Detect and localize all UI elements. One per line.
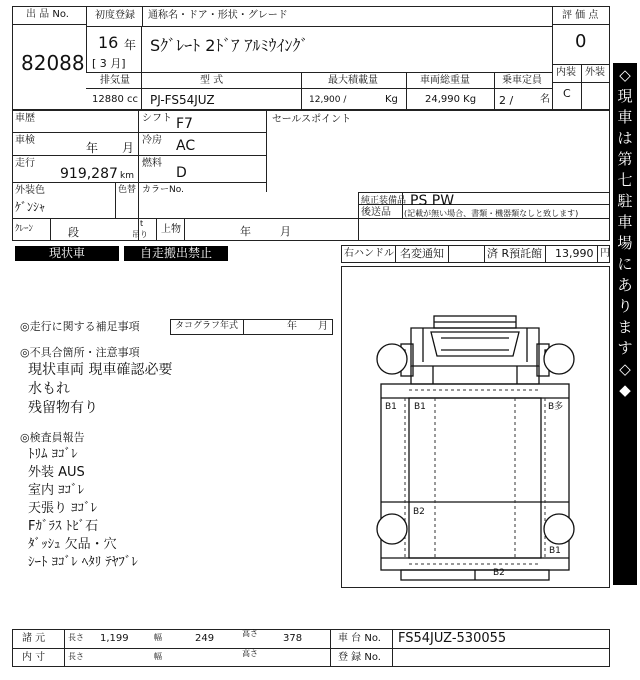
interior-label: 内装	[556, 67, 576, 78]
length-value: 1,199	[100, 633, 129, 644]
model: PJ-FS54JUZ	[150, 93, 215, 107]
shift-value: F7	[176, 116, 193, 132]
height-value: 378	[283, 633, 303, 644]
sales-point-label: セールスポイント	[272, 114, 352, 125]
upper-month: 月	[280, 225, 291, 238]
tacho-year: 年	[287, 321, 297, 332]
first-reg-label: 初度登録	[95, 10, 135, 21]
inner-dims-label: 内 寸	[22, 652, 46, 663]
crane-label: ｸﾚｰﾝ	[15, 224, 34, 234]
load-unit: Kg	[385, 94, 398, 105]
fuel-label: 燃料	[142, 158, 162, 169]
length-label: 長さ	[68, 633, 84, 642]
rhd-label: 右ハンドル	[344, 248, 394, 259]
displacement: 12880 cc	[92, 94, 138, 105]
height-label: 高さ	[242, 629, 258, 638]
width-value: 249	[195, 633, 215, 644]
location-notice: ◇ 現 車 は 第 七 駐 車 場 に あ り ま す ◇ ◆	[613, 63, 637, 585]
inspection-year: 年	[86, 141, 99, 155]
damage-mark: B2	[413, 507, 425, 517]
gvw-label: 車両総重量	[420, 75, 470, 86]
retrofit-label: 後送品	[361, 207, 391, 218]
damage-mark: B2	[493, 568, 505, 578]
crane-dan: 段	[68, 226, 79, 239]
truck-diagram	[341, 266, 610, 588]
inner-length-label: 長さ	[68, 652, 84, 661]
displacement-label: 排気量	[100, 75, 130, 86]
registration-label: 登 録 No.	[338, 652, 381, 663]
tacho-label: タコグラフ年式	[175, 321, 239, 331]
exterior-label: 外装	[585, 67, 605, 78]
reg-month: [ 3 月]	[92, 57, 126, 70]
load: 12,900 /	[309, 95, 347, 105]
inspector-item: ﾄﾘﾑ ﾖｺﾞﾚ	[28, 447, 78, 462]
inner-width-label: 幅	[154, 652, 162, 661]
crane-t: t	[140, 219, 144, 228]
current-car-badge: 現状車	[15, 246, 119, 261]
defect-item: 残留物有り	[28, 400, 98, 416]
shift-label: シフト	[142, 113, 172, 124]
fuel-value: D	[176, 165, 187, 181]
tacho-month: 月	[318, 321, 328, 332]
inspector-label: ◎検査員報告	[20, 431, 85, 444]
gvw: 24,990 Kg	[425, 94, 477, 105]
model-label: 型 式	[200, 75, 224, 86]
crane-tsuri: 吊り	[132, 230, 148, 239]
capacity-unit: 名	[540, 94, 550, 105]
dims-label: 諸 元	[22, 633, 46, 644]
upper-year: 年	[240, 225, 251, 238]
overall-grade: 0	[575, 31, 587, 52]
inspection-label: 車検	[15, 135, 35, 146]
supplement-label: ◎走行に関する補足事項	[20, 320, 140, 333]
color-code-label: カラーNo.	[142, 185, 184, 195]
defect-item: 水もれ	[28, 381, 70, 397]
recycle-unit: 円	[600, 248, 610, 259]
width-label: 幅	[154, 633, 162, 642]
lot-label: 出 品 No.	[26, 9, 69, 20]
damage-mark: B1	[385, 402, 397, 412]
chassis-label: 車 台 No.	[338, 633, 381, 644]
body-color: ｹﾞﾝｼｬ	[15, 200, 46, 214]
upper-label: 上物	[161, 224, 181, 235]
inspector-item: 室内 ﾖｺﾞﾚ	[28, 483, 85, 498]
recycle-label: 済 R預託館	[487, 247, 543, 260]
mileage-label: 走行	[15, 158, 35, 169]
color-label: 外装色	[15, 185, 45, 196]
capacity: 2 /	[499, 94, 514, 107]
options-value: PS PW	[410, 193, 455, 209]
inspector-item: Fｶﾞﾗｽ ﾄﾋﾞ石	[28, 519, 99, 534]
load-label: 最大積載量	[328, 75, 378, 86]
inspector-item: ﾀﾞｯｼｭ 欠品・穴	[28, 537, 117, 552]
inspector-item: ｼｰﾄ ﾖｺﾞﾚ ﾍﾀﾘ ﾃﾔﾌﾞﾚ	[28, 555, 138, 570]
color-change-label: 色替	[118, 185, 137, 195]
lot-number: 82088	[21, 51, 85, 75]
retrofit-note: (記載が無い場合、書類・機器類なしと致します)	[404, 209, 579, 218]
mileage: 919,287	[60, 166, 118, 182]
inner-height-label: 高さ	[242, 649, 258, 658]
damage-mark: B1	[414, 402, 426, 412]
recycle-fee: 13,990	[555, 247, 594, 260]
self-drive-prohibited-badge: 自走搬出禁止	[124, 246, 228, 261]
damage-mark: B1	[549, 546, 561, 556]
options-label: 純正装備品	[361, 196, 407, 206]
reg-year: 16	[98, 33, 119, 52]
grade-label: 評 価 点	[562, 10, 599, 21]
inspection-month: 月	[122, 141, 135, 155]
interior-grade: C	[563, 87, 571, 100]
change-notice-label: 名変通知	[400, 247, 444, 260]
capacity-label: 乗車定員	[502, 75, 542, 86]
ac-label: 冷房	[142, 135, 162, 146]
ac-value: AC	[176, 138, 196, 154]
inspector-item: 外装 AUS	[28, 465, 85, 480]
inspector-item: 天張り ﾖｺﾞﾚ	[28, 501, 98, 516]
vehicle-name: Sｸﾞﾚｰﾄ 2ﾄﾞｱ ｱﾙﾐｳｲﾝｸﾞ	[150, 36, 309, 55]
mileage-unit: km	[120, 171, 134, 181]
name-label: 通称名・ドア・形状・グレード	[148, 10, 288, 21]
reg-year-unit: 年	[124, 38, 137, 52]
chassis-number: FS54JUZ-530055	[398, 631, 507, 646]
defects-label: ◎不具合箇所・注意事項	[20, 346, 140, 359]
defect-item: 現状車両 現車確認必要	[28, 362, 173, 378]
history-label: 車歴	[15, 113, 35, 124]
damage-mark: B多	[548, 402, 564, 412]
